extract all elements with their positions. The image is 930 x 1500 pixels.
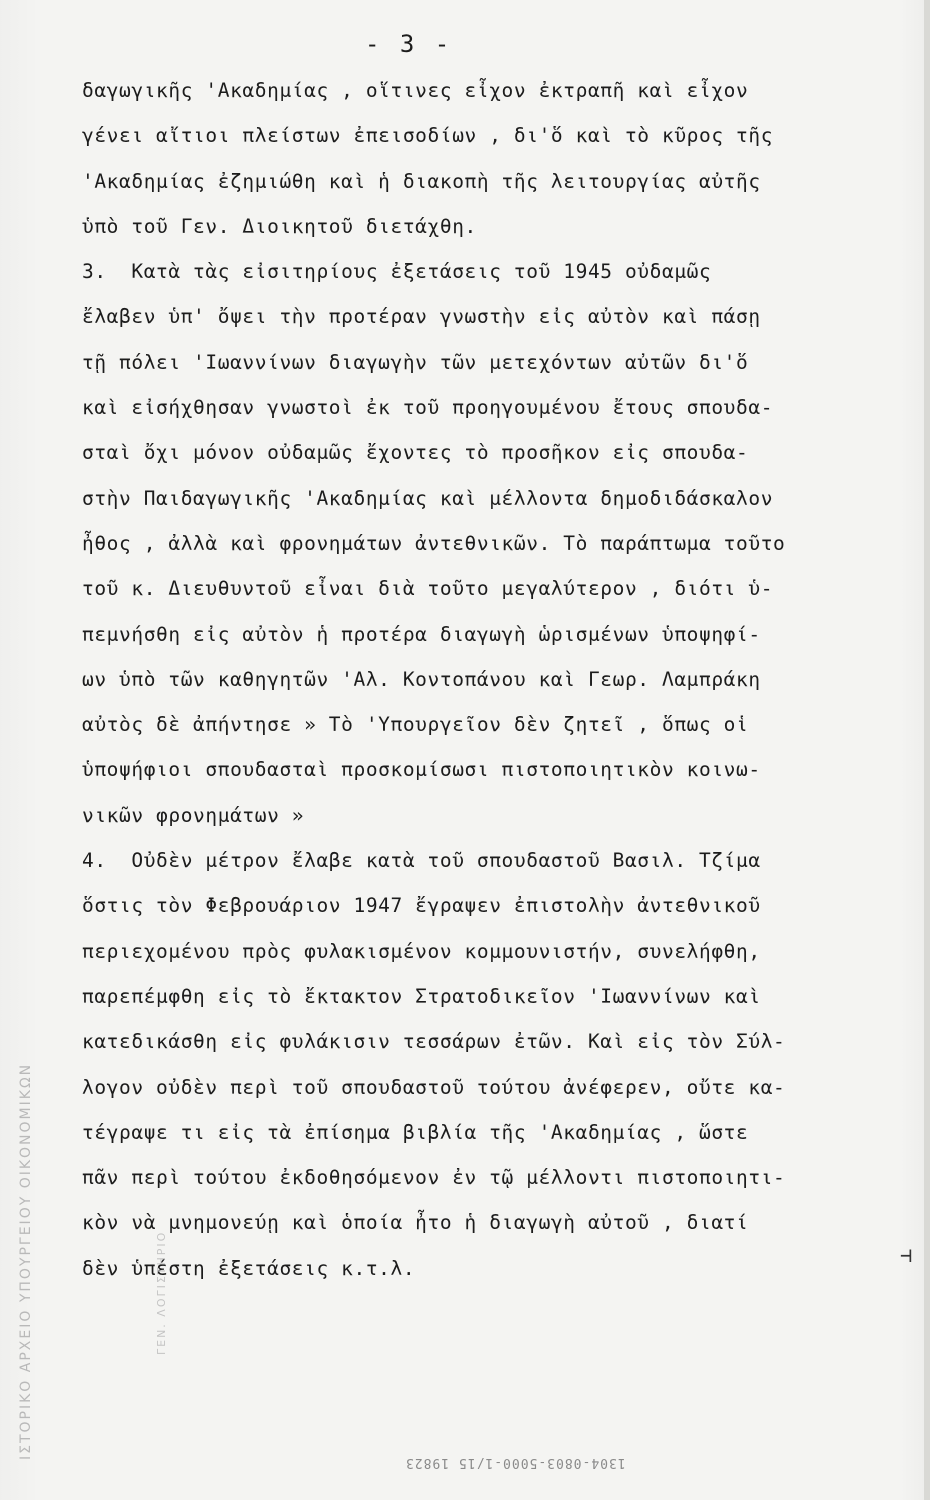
text-line: τῇ πόλει 'Ιωαννίνων διαγωγὴν τῶν μετεχόντων αὐτῶν δι'ὅ <box>82 350 749 374</box>
text-line: περιεχομένου πρὸς φυλακισμένον κομμουνιστήν, συνελήφθη, <box>82 939 761 963</box>
text-line: καὶ εἰσήχθησαν γνωστοὶ ἐκ τοῦ προηγουμένου ἔτους σπουδα- <box>82 396 774 420</box>
page-number: - 3 - <box>365 30 453 58</box>
text-line: αὐτὸς δὲ ἀπήντησε » Τὸ 'Υπουργεῖον δὲν ζητεῖ , ὅπως οἱ <box>82 713 749 737</box>
text-line: σταὶ ὄχι μόνον οὐδαμῶς ἔχοντες τὸ προσῆκον εἰς σπουδα- <box>82 441 749 465</box>
text-line: τοῦ κ. Διευθυντοῦ εἶναι διὰ τοῦτο μεγαλύτερον , διότι ὑ- <box>82 577 774 601</box>
text-line: ἔλαβεν ὑπ' ὄψει τὴν προτέραν γνωστὴν εἰς αὐτὸν καὶ πάσῃ <box>82 305 761 329</box>
text-line: τέγραψε τι εἰς τὰ ἐπίσημα βιβλία τῆς 'Ακαδημίας , ὥστε <box>82 1120 749 1144</box>
text-line: παρεπέμφθη εἰς τὸ ἔκτακτον Στρατοδικεῖον 'Ιωαννίνων καὶ <box>82 984 761 1008</box>
paragraph-3-line: 3. Κατὰ τὰς εἰσιτηρίους ἐξετάσεις τοῦ 1945 οὐδαμῶς <box>82 260 712 284</box>
margin-mark: ⊣ <box>900 1243 913 1267</box>
archive-stamp: ΙΣΤΟΡΙΚΟ ΑΡΧΕΙΟ ΥΠΟΥΡΓΕΙΟΥ ΟΙΚΟΝΟΜΙΚΩΝ <box>18 1062 34 1460</box>
text-line: πᾶν περὶ τούτου ἐκδοθησόμενον ἐν τῷ μέλλοντι πιστοποιητι- <box>82 1166 786 1190</box>
text-line: ὑποψήφιοι σπουδασταὶ προσκομίσωσι πιστοποιητικὸν κοινω- <box>82 758 761 782</box>
text-line: ἦθος , ἀλλὰ καὶ φρονημάτων ἀντεθνικῶν. Τὸ παράπτωμα τοῦτο <box>82 531 786 555</box>
text-line: νικῶν φρονημάτων » <box>82 803 305 827</box>
text-line: ὅστις τὸν Φεβρουάριον 1947 ἔγραψεν ἐπιστολὴν ἀντεθνικοῦ <box>82 894 761 918</box>
text-line: πεμνήσθη εἰς αὐτὸν ἡ προτέρα διαγωγὴ ὡρισμένων ὑποψηφί- <box>82 622 761 646</box>
text-line: κατεδικάσθη εἰς φυλάκισιν τεσσάρων ἐτῶν. Καὶ εἰς τὸν Σύλ- <box>82 1030 786 1054</box>
archive-stamp-secondary: ΓΕΝ. ΛΟΓΙΣΤΗΡΙΟ <box>155 1230 168 1355</box>
text-line: ων ὑπὸ τῶν καθηγητῶν 'Αλ. Κοντοπάνου καὶ Γεωρ. Λαμπράκη <box>82 667 761 691</box>
printer-footer: 1304-0803-5000-1/15 19823 <box>405 1455 626 1470</box>
text-line: γένει αἴτιοι πλείστων ἐπεισοδίων , δι'ὅ καὶ τὸ κῦρος τῆς <box>82 124 774 148</box>
text-line: δὲν ὑπέστη ἐξετάσεις κ.τ.λ. <box>82 1256 416 1280</box>
text-line: στὴν Παιδαγωγικῆς 'Ακαδημίας καὶ μέλλοντα δημοδιδάσκαλον <box>82 486 774 510</box>
typewritten-text <box>82 68 902 1291</box>
text-line: ὑπὸ τοῦ Γεν. Διοικητοῦ διετάχθη. <box>82 214 477 238</box>
page-edge <box>924 0 930 1500</box>
text-line: κὸν νὰ μνημονεύῃ καὶ ὁποία ἦτο ἡ διαγωγὴ αὐτοῦ , διατί <box>82 1211 749 1235</box>
paragraph-4-line: 4. Οὐδὲν μέτρον ἔλαβε κατὰ τοῦ σπουδαστοῦ Βασιλ. Τζίμα <box>82 849 761 873</box>
text-line: δαγωγικῆς 'Ακαδημίας , οἵτινες εἶχον ἐκτραπῆ καὶ εἶχον <box>82 79 749 102</box>
text-line: 'Ακαδημίας ἐζημιώθη καὶ ἡ διακοπὴ τῆς λειτουργίας αὐτῆς <box>82 169 761 193</box>
text-line: λογον οὐδὲν περὶ τοῦ σπουδαστοῦ τούτου ἀνέφερεν, οὔτε κα- <box>82 1075 786 1099</box>
